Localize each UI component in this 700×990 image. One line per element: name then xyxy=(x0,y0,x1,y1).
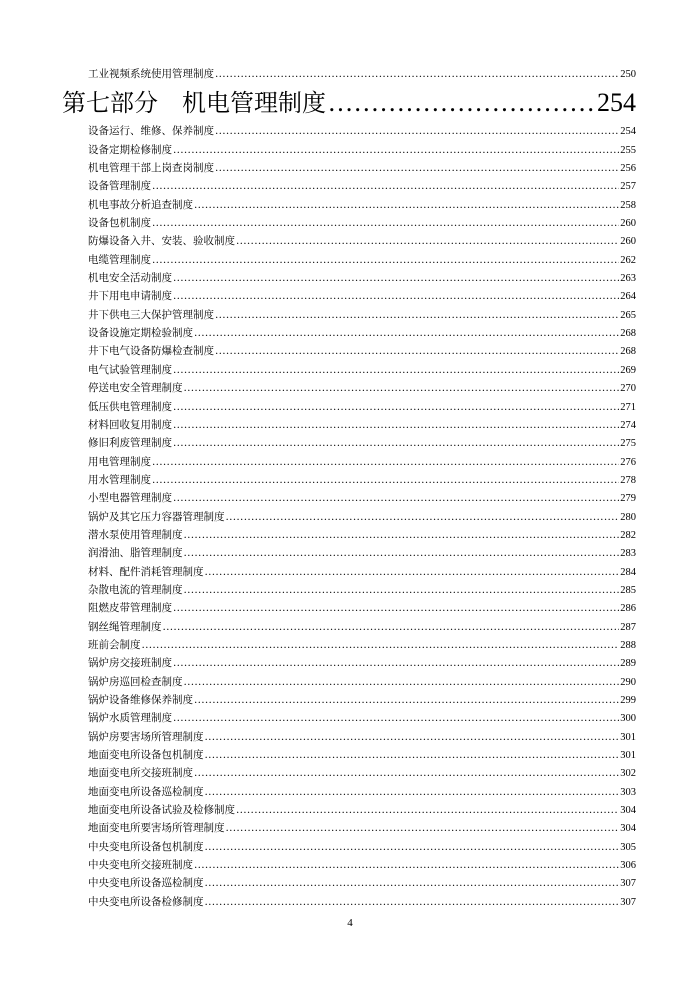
toc-entry-title: 锅炉房交接班制度 xyxy=(88,657,172,670)
toc-entry xyxy=(88,453,636,471)
toc-entry-title: 地面变电所设备巡检制度 xyxy=(88,785,204,798)
page-number: 4 xyxy=(347,917,353,929)
toc-entry xyxy=(88,342,636,360)
dot-leader xyxy=(173,141,619,159)
toc-entry xyxy=(88,361,636,379)
toc-entry-title: 停送电安全管理制度 xyxy=(88,382,183,395)
toc-entry xyxy=(88,728,636,746)
toc-entry xyxy=(88,471,636,489)
dot-leader xyxy=(163,618,620,636)
toc-entry-title: 防爆设备入井、安装、验收制度 xyxy=(88,235,235,248)
table-of-contents xyxy=(62,65,636,911)
toc-entry-page: 300 xyxy=(620,713,636,725)
toc-entry-page: 288 xyxy=(620,639,636,651)
toc-entry xyxy=(88,526,636,544)
toc-entry-title: 电缆管理制度 xyxy=(88,253,151,266)
dot-leader xyxy=(173,416,619,434)
toc-entry-page: 274 xyxy=(620,419,636,431)
toc-entry xyxy=(88,416,636,434)
dot-leader xyxy=(328,84,595,123)
dot-leader xyxy=(184,544,620,562)
dot-leader xyxy=(184,581,620,599)
dot-leader xyxy=(205,728,620,746)
dot-leader xyxy=(152,177,619,195)
toc-entry-page: 304 xyxy=(620,805,636,817)
dot-leader xyxy=(173,287,619,305)
toc-entry-title: 锅炉房要害场所管理制度 xyxy=(88,730,204,743)
toc-entry-page: 284 xyxy=(620,566,636,578)
toc-entry-page: 306 xyxy=(620,860,636,872)
dot-leader xyxy=(205,563,620,581)
toc-entry-title: 修旧利废管理制度 xyxy=(88,437,172,450)
toc-entry xyxy=(88,141,636,159)
dot-leader xyxy=(184,379,620,397)
toc-entry xyxy=(88,783,636,801)
dot-leader xyxy=(173,434,619,452)
toc-entry-title: 设备运行、维修、保养制度 xyxy=(88,125,214,138)
dot-leader xyxy=(205,783,620,801)
toc-entry xyxy=(88,434,636,452)
part-heading-title: 第七部分 机电管理制度 xyxy=(62,89,326,118)
toc-entry xyxy=(88,893,636,911)
toc-entry xyxy=(88,306,636,324)
toc-entry xyxy=(88,324,636,342)
toc-entry xyxy=(88,764,636,782)
toc-entry xyxy=(88,618,636,636)
dot-leader xyxy=(205,893,620,911)
toc-entry-title: 小型电器管理制度 xyxy=(88,492,172,505)
toc-entry-page: 260 xyxy=(620,218,636,230)
toc-entry-title: 地面变电所交接班制度 xyxy=(88,767,193,780)
part-heading-page: 254 xyxy=(597,88,636,118)
dot-leader xyxy=(226,508,620,526)
toc-entry-page: 276 xyxy=(620,456,636,468)
toc-entry-page: 302 xyxy=(620,768,636,780)
toc-entry-page: 275 xyxy=(620,438,636,450)
toc-entry-title: 井下用电申请制度 xyxy=(88,290,172,303)
toc-entry xyxy=(88,599,636,617)
toc-entry-title: 井下供电三大保护管理制度 xyxy=(88,308,214,321)
toc-entry-title: 电气试验管理制度 xyxy=(88,363,172,376)
toc-entry-title: 中央变电所设备巡检制度 xyxy=(88,877,204,890)
dot-leader xyxy=(173,599,619,617)
toc-entry xyxy=(88,709,636,727)
toc-entry xyxy=(88,379,636,397)
toc-entry-page: 258 xyxy=(620,199,636,211)
toc-entry-title: 设备包机制度 xyxy=(88,217,151,230)
toc-entry-title: 用电管理制度 xyxy=(88,455,151,468)
dot-leader xyxy=(215,159,619,177)
toc-entry xyxy=(88,673,636,691)
toc-entry xyxy=(88,398,636,416)
toc-entry-page: 285 xyxy=(620,584,636,596)
toc-entry-title: 班前会制度 xyxy=(88,638,141,651)
toc-entry-title: 钢丝绳管理制度 xyxy=(88,620,162,633)
toc-entry xyxy=(88,177,636,195)
toc-entry xyxy=(88,691,636,709)
toc-entry-title: 设备管理制度 xyxy=(88,180,151,193)
toc-entry-page: 254 xyxy=(620,126,636,138)
toc-entry-page: 268 xyxy=(620,346,636,358)
toc-entry xyxy=(88,838,636,856)
toc-entry-page: 278 xyxy=(620,474,636,486)
toc-entry-page: 256 xyxy=(620,163,636,175)
toc-entry-page: 257 xyxy=(620,181,636,193)
toc-entry xyxy=(88,287,636,305)
toc-entry xyxy=(88,581,636,599)
toc-entry-page: 304 xyxy=(620,823,636,835)
toc-entry xyxy=(88,508,636,526)
toc-entry xyxy=(88,489,636,507)
toc-entry-title: 锅炉设备维修保养制度 xyxy=(88,694,193,706)
toc-entry-page: 268 xyxy=(620,328,636,340)
toc-entry-page: 283 xyxy=(620,548,636,560)
toc-entry-page: 260 xyxy=(620,236,636,248)
dot-leader xyxy=(194,324,619,342)
toc-entry-title: 中央变电所设备检修制度 xyxy=(88,895,204,908)
dot-leader xyxy=(205,838,620,856)
toc-entry-title: 机电管理干部上岗查岗制度 xyxy=(88,162,214,175)
toc-entry-title: 机电事故分析追查制度 xyxy=(88,198,193,211)
toc-entry-list xyxy=(88,122,636,911)
toc-entry-title: 锅炉水质管理制度 xyxy=(88,712,172,725)
toc-entry xyxy=(88,232,636,250)
toc-entry-title: 工业视频系统使用管理制度 xyxy=(88,68,214,80)
dot-leader xyxy=(173,654,619,672)
toc-entry-page: 299 xyxy=(620,695,636,706)
toc-entry-title: 润滑油、脂管理制度 xyxy=(88,547,183,560)
toc-entry xyxy=(88,214,636,232)
part-heading xyxy=(62,83,636,122)
toc-entry-title: 地面变电所设备包机制度 xyxy=(88,749,204,762)
toc-entry xyxy=(88,636,636,654)
dot-leader xyxy=(152,251,619,269)
toc-entry xyxy=(88,159,636,177)
dot-leader xyxy=(194,764,619,782)
toc-entry xyxy=(88,122,636,140)
dot-leader xyxy=(194,856,619,874)
toc-entry-page: 279 xyxy=(620,493,636,505)
toc-entry-page: 286 xyxy=(620,603,636,615)
dot-leader xyxy=(173,269,619,287)
toc-entry-title: 潜水泵使用管理制度 xyxy=(88,528,183,541)
toc-entry-page: 250 xyxy=(620,69,636,80)
toc-entry-title: 材料、配件消耗管理制度 xyxy=(88,565,204,578)
toc-entry-page: 269 xyxy=(620,364,636,376)
toc-entry-page: 271 xyxy=(620,401,636,413)
dot-leader xyxy=(215,65,619,83)
dot-leader xyxy=(194,196,619,214)
dot-leader xyxy=(173,489,619,507)
toc-entry-title: 锅炉房巡回检查制度 xyxy=(88,675,183,688)
toc-entry-page: 289 xyxy=(620,658,636,670)
toc-entry xyxy=(88,269,636,287)
toc-entry-page: 262 xyxy=(620,254,636,266)
dot-leader xyxy=(215,306,619,324)
toc-entry-title: 低压供电管理制度 xyxy=(88,400,172,413)
dot-leader xyxy=(184,526,620,544)
toc-entry xyxy=(88,65,636,83)
toc-entry xyxy=(88,251,636,269)
toc-entry-title: 杂散电流的管理制度 xyxy=(88,583,183,596)
dot-leader xyxy=(236,232,619,250)
toc-entry xyxy=(88,544,636,562)
toc-entry-page: 307 xyxy=(620,878,636,890)
toc-entry-page: 287 xyxy=(620,621,636,633)
toc-entry-page: 265 xyxy=(620,309,636,321)
dot-leader xyxy=(152,471,619,489)
toc-entry xyxy=(88,746,636,764)
toc-entry-page: 263 xyxy=(620,273,636,285)
toc-entry-title: 材料回收复用制度 xyxy=(88,418,172,431)
toc-entry-title: 用水管理制度 xyxy=(88,473,151,486)
dot-leader xyxy=(205,874,620,892)
toc-entry xyxy=(88,819,636,837)
toc-entry xyxy=(88,856,636,874)
dot-leader xyxy=(194,691,619,709)
dot-leader xyxy=(173,398,619,416)
toc-entry-title: 地面变电所要害场所管理制度 xyxy=(88,822,225,835)
toc-entry-page: 280 xyxy=(620,511,636,523)
dot-leader xyxy=(215,122,619,140)
toc-entry-page: 290 xyxy=(620,676,636,688)
toc-entry xyxy=(88,563,636,581)
toc-entry-page: 282 xyxy=(620,529,636,541)
toc-entry-page: 301 xyxy=(620,731,636,743)
dot-leader xyxy=(173,361,619,379)
toc-entry-title: 设备设施定期检验制度 xyxy=(88,327,193,340)
toc-entry-title: 地面变电所设备试验及检修制度 xyxy=(88,804,235,817)
dot-leader xyxy=(226,819,620,837)
toc-entry xyxy=(88,874,636,892)
dot-leader xyxy=(205,746,620,764)
toc-entry-title: 机电安全活动制度 xyxy=(88,272,172,285)
dot-leader xyxy=(152,214,619,232)
dot-leader xyxy=(236,801,619,819)
dot-leader xyxy=(215,342,619,360)
dot-leader xyxy=(173,709,619,727)
toc-entry-page: 264 xyxy=(620,291,636,303)
toc-entry-page: 270 xyxy=(620,383,636,395)
toc-entry-page: 255 xyxy=(620,144,636,156)
dot-leader xyxy=(142,636,620,654)
toc-entry-title: 中央变电所设备包机制度 xyxy=(88,840,204,853)
toc-entry-title: 中央变电所交接班制度 xyxy=(88,859,193,872)
toc-entry-page: 305 xyxy=(620,841,636,853)
toc-entry-page: 307 xyxy=(620,896,636,908)
toc-entry-page: 301 xyxy=(620,750,636,762)
toc-entry xyxy=(88,196,636,214)
toc-entry-title: 锅炉及其它压力容器管理制度 xyxy=(88,510,225,523)
toc-entry xyxy=(88,654,636,672)
toc-entry-title: 井下电气设备防爆检查制度 xyxy=(88,345,214,358)
toc-entry xyxy=(88,801,636,819)
dot-leader xyxy=(152,453,619,471)
dot-leader xyxy=(184,673,620,691)
toc-entry-title: 设备定期检修制度 xyxy=(88,143,172,156)
toc-entry-title: 阻燃皮带管理制度 xyxy=(88,602,172,615)
toc-entry-page: 303 xyxy=(620,786,636,798)
